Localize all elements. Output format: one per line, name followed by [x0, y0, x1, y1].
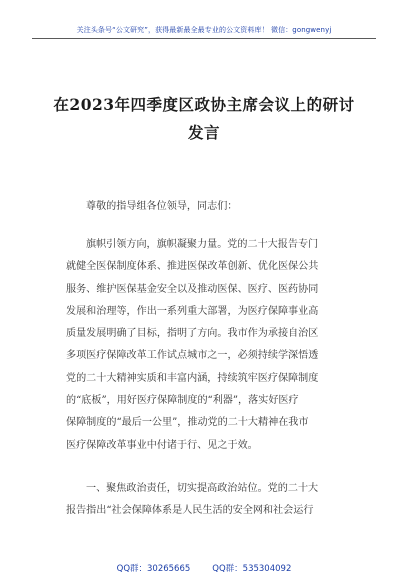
paragraph-line: 一、聚焦政治责任，切实提高政治站位。党的二十大 — [86, 483, 319, 494]
page-footer — [0, 562, 408, 574]
paragraph-line: 服务、维护医保基金安全以及推动医保、医疗、医药协同 — [66, 283, 319, 295]
document-title-line-1: 在2023年四季度区政协主席会议上的研讨 — [53, 95, 355, 114]
paragraph-line: 党的二十大精神实质和丰富内涵，持续筑牢医疗保障制度 — [66, 372, 319, 384]
greeting: 尊敬的指导组各位领导，同志们： — [86, 201, 238, 212]
paragraph-line: 质量发展明确了目标，指明了方向。我市作为承接自治区 — [66, 328, 319, 340]
paragraph-line: 旗帜引领方向，旗帜凝聚力量。党的二十大报告专门 — [86, 239, 319, 250]
paragraph-line: 就健全医保制度体系、推进医保改革创新、优化医保公共 — [66, 261, 319, 273]
header-divider — [32, 38, 376, 39]
document-title-line-2: 发言 — [187, 123, 220, 142]
paragraph-line: 保障制度的“最后一公里”，推动党的二十大精神在我市 — [66, 417, 309, 429]
paragraph-2 — [66, 478, 346, 523]
footer-qq-group-1: QQ群：30265665 — [116, 564, 191, 574]
paragraph-1 — [66, 234, 346, 457]
page-header — [0, 0, 408, 40]
paragraph-line: 医疗保障改革事业中付诸于行、见之于效。 — [66, 439, 258, 451]
paragraph-line: 的“底板”，用好医疗保障制度的“利器”，落实好医疗 — [66, 395, 299, 407]
footer-qq-group-2: QQ群：535304092 — [212, 564, 292, 574]
header-notice: 关注头条号“公文研究”，获得最新最全最专业的公文资料库！ 微信：gongwenyj — [76, 26, 332, 34]
paragraph-line: 发展和治理等，作出一系列重大部署，为医疗保障事业高 — [66, 305, 319, 317]
paragraph-line: 报告指出“社会保障体系是人民生活的安全网和社会运行 — [66, 505, 314, 517]
paragraph-line: 多项医疗保障改革工作试点城市之一，必须持续学深悟透 — [66, 350, 319, 362]
